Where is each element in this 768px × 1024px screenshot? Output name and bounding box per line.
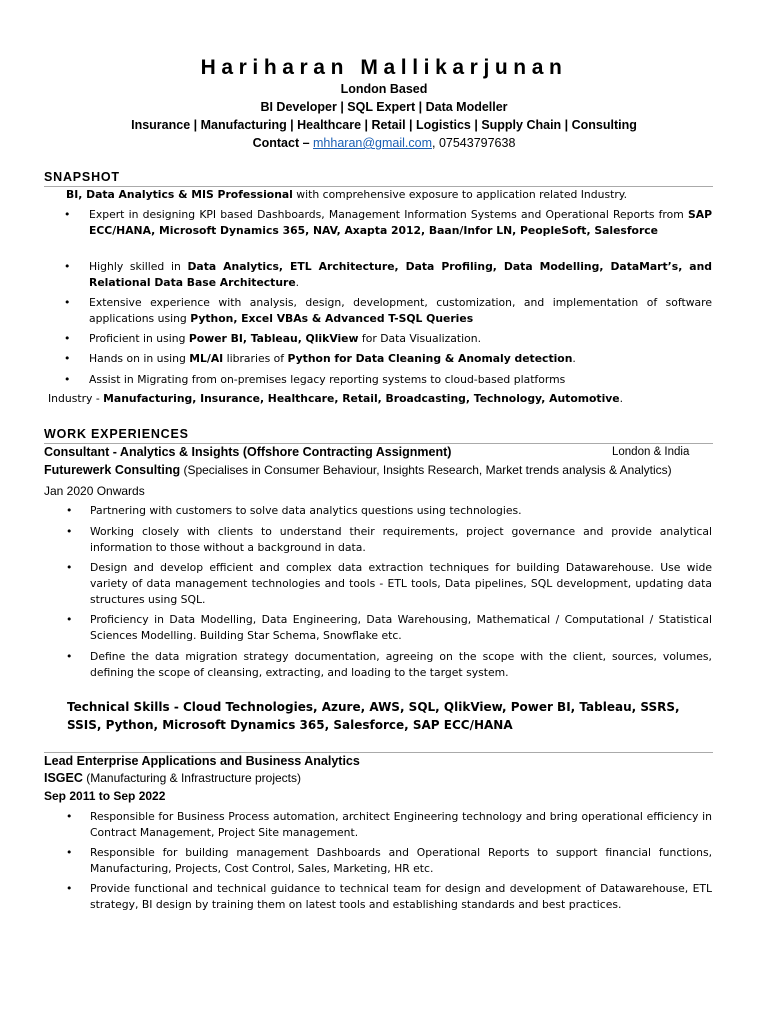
email-link[interactable]: mhharan@gmail.com — [313, 136, 432, 150]
list-item: • Proficiency in Data Modelling, Data Engineering, Data Warehousing, Mathematical / Computational / Statistical Sciences Modelling. Building Star Schema, Snowflake etc. — [66, 613, 712, 642]
contact-line — [0, 136, 768, 150]
list-item: • Proficient in using Power BI, Tableau, QlikView for Data Visualization. — [64, 332, 482, 345]
bullet-icon: • — [66, 846, 73, 859]
intro-bold: BI, Data Analytics & MIS Professional — [66, 188, 293, 201]
industries-line: Insurance | Manufacturing | Healthcare | Retail | Logistics | Supply Chain | Consulting — [131, 118, 637, 132]
bullet-icon: • — [66, 504, 73, 517]
intro-rest: with comprehensive exposure to application related Industry. — [292, 188, 628, 201]
work-heading: WORK EXPERIENCES — [44, 427, 189, 441]
list-item: • Provide functional and technical guidance to technical team for design and development of Datawarehouse, ETL strategy, BI design by training them on latest tools and establishing standards and best practices. — [66, 882, 712, 911]
list-item: • Responsible for building management Dashboards and Operational Reports to support financial functions, Manufacturing, Projects, Cost Control, Sales, Marketing, HR etc. — [66, 846, 712, 875]
snapshot-heading: SNAPSHOT — [44, 170, 120, 184]
list-item: • Design and develop efficient and complex data extraction techniques for building Datawarehouse. Use wide variety of data management technologies and tools - ETL tools, Data pipelines, SQL development, updating data structures using SQL. — [66, 561, 712, 606]
phone-number: , 07543797638 — [432, 136, 516, 150]
job2-dates: Sep 2011 to Sep 2022 — [44, 789, 166, 803]
snapshot-intro — [66, 187, 716, 203]
candidate-name: Hariharan Mallikarjunan — [200, 56, 568, 79]
job1-dates: Jan 2020 Onwards — [44, 484, 145, 498]
job1-location: London & India — [612, 446, 690, 458]
section-divider — [44, 443, 713, 444]
list-item: • Working closely with clients to understand their requirements, project governance and provide analytical information to those without a background in data. — [66, 525, 712, 554]
technical-skills: Technical Skills - Cloud Technologies, Azure, AWS, SQL, QlikView, Power BI, Tableau, SSRS, SSIS, Python, Microsoft Dynamics 365, Salesforce, SAP ECC/HANA — [67, 700, 680, 732]
list-item: • Responsible for Business Process automation, architect Engineering technology and bring operational efficiency in Contract Management, Project Site management. — [66, 810, 712, 839]
bullet-icon: • — [64, 373, 71, 386]
bullet-icon: • — [64, 352, 71, 365]
list-item: • Assist in Migrating from on-premises legacy reporting systems to cloud-based platforms — [64, 373, 566, 386]
contact-prefix: Contact – — [252, 136, 314, 150]
bullet-icon: • — [64, 208, 71, 221]
list-item: • Partnering with customers to solve data analytics questions using technologies. — [66, 504, 522, 517]
location-line: London Based — [340, 82, 428, 96]
list-item: • Highly skilled in Data Analytics, ETL Architecture, Data Profiling, Data Modelling, DataMart’s, and Relational Data Base Architecture. — [64, 260, 712, 289]
roles-line: BI Developer | SQL Expert | Data Modeller — [260, 100, 508, 114]
list-item: • Hands on in using ML/AI libraries of Python for Data Cleaning & Anomaly detection. — [64, 352, 576, 365]
list-item: • Expert in designing KPI based Dashboards, Management Information Systems and Operational Reports from SAP ECC/HANA, Microsoft Dynamics 365, NAV, Axapta 2012, Baan/Infor LN, PeopleSoft, Salesforce — [64, 208, 712, 237]
list-item: • Define the data migration strategy documentation, agreeing on the scope with the client, sources, volumes, defining the scope of cleansing, extracting, and loading to the target system. — [66, 650, 712, 679]
bullet-icon: • — [64, 260, 71, 273]
bullet-icon: • — [66, 561, 73, 574]
bullet-icon: • — [64, 296, 71, 309]
job2-company: ISGEC (Manufacturing & Infrastructure projects) — [44, 771, 301, 785]
bullet-icon: • — [66, 650, 73, 663]
bullet-icon: • — [66, 525, 73, 538]
bullet-icon: • — [66, 882, 73, 895]
job2-role: Lead Enterprise Applications and Business Analytics — [44, 754, 360, 768]
bullet-icon: • — [66, 613, 73, 626]
job1-role: Consultant - Analytics & Insights (Offshore Contracting Assignment) — [44, 445, 452, 459]
section-divider — [44, 752, 713, 753]
job1-company: Futurewerk Consulting (Specialises in Consumer Behaviour, Insights Research, Market trends analysis & Analytics) — [44, 463, 672, 477]
list-item: • Extensive experience with analysis, design, development, customization, and implementation of software applications using Python, Excel VBAs & Advanced T-SQL Queries — [64, 296, 712, 325]
bullet-icon: • — [64, 332, 71, 345]
industry-line: Industry - Manufacturing, Insurance, Healthcare, Retail, Broadcasting, Technology, Automotive. — [48, 392, 624, 405]
bullet-icon: • — [66, 810, 73, 823]
